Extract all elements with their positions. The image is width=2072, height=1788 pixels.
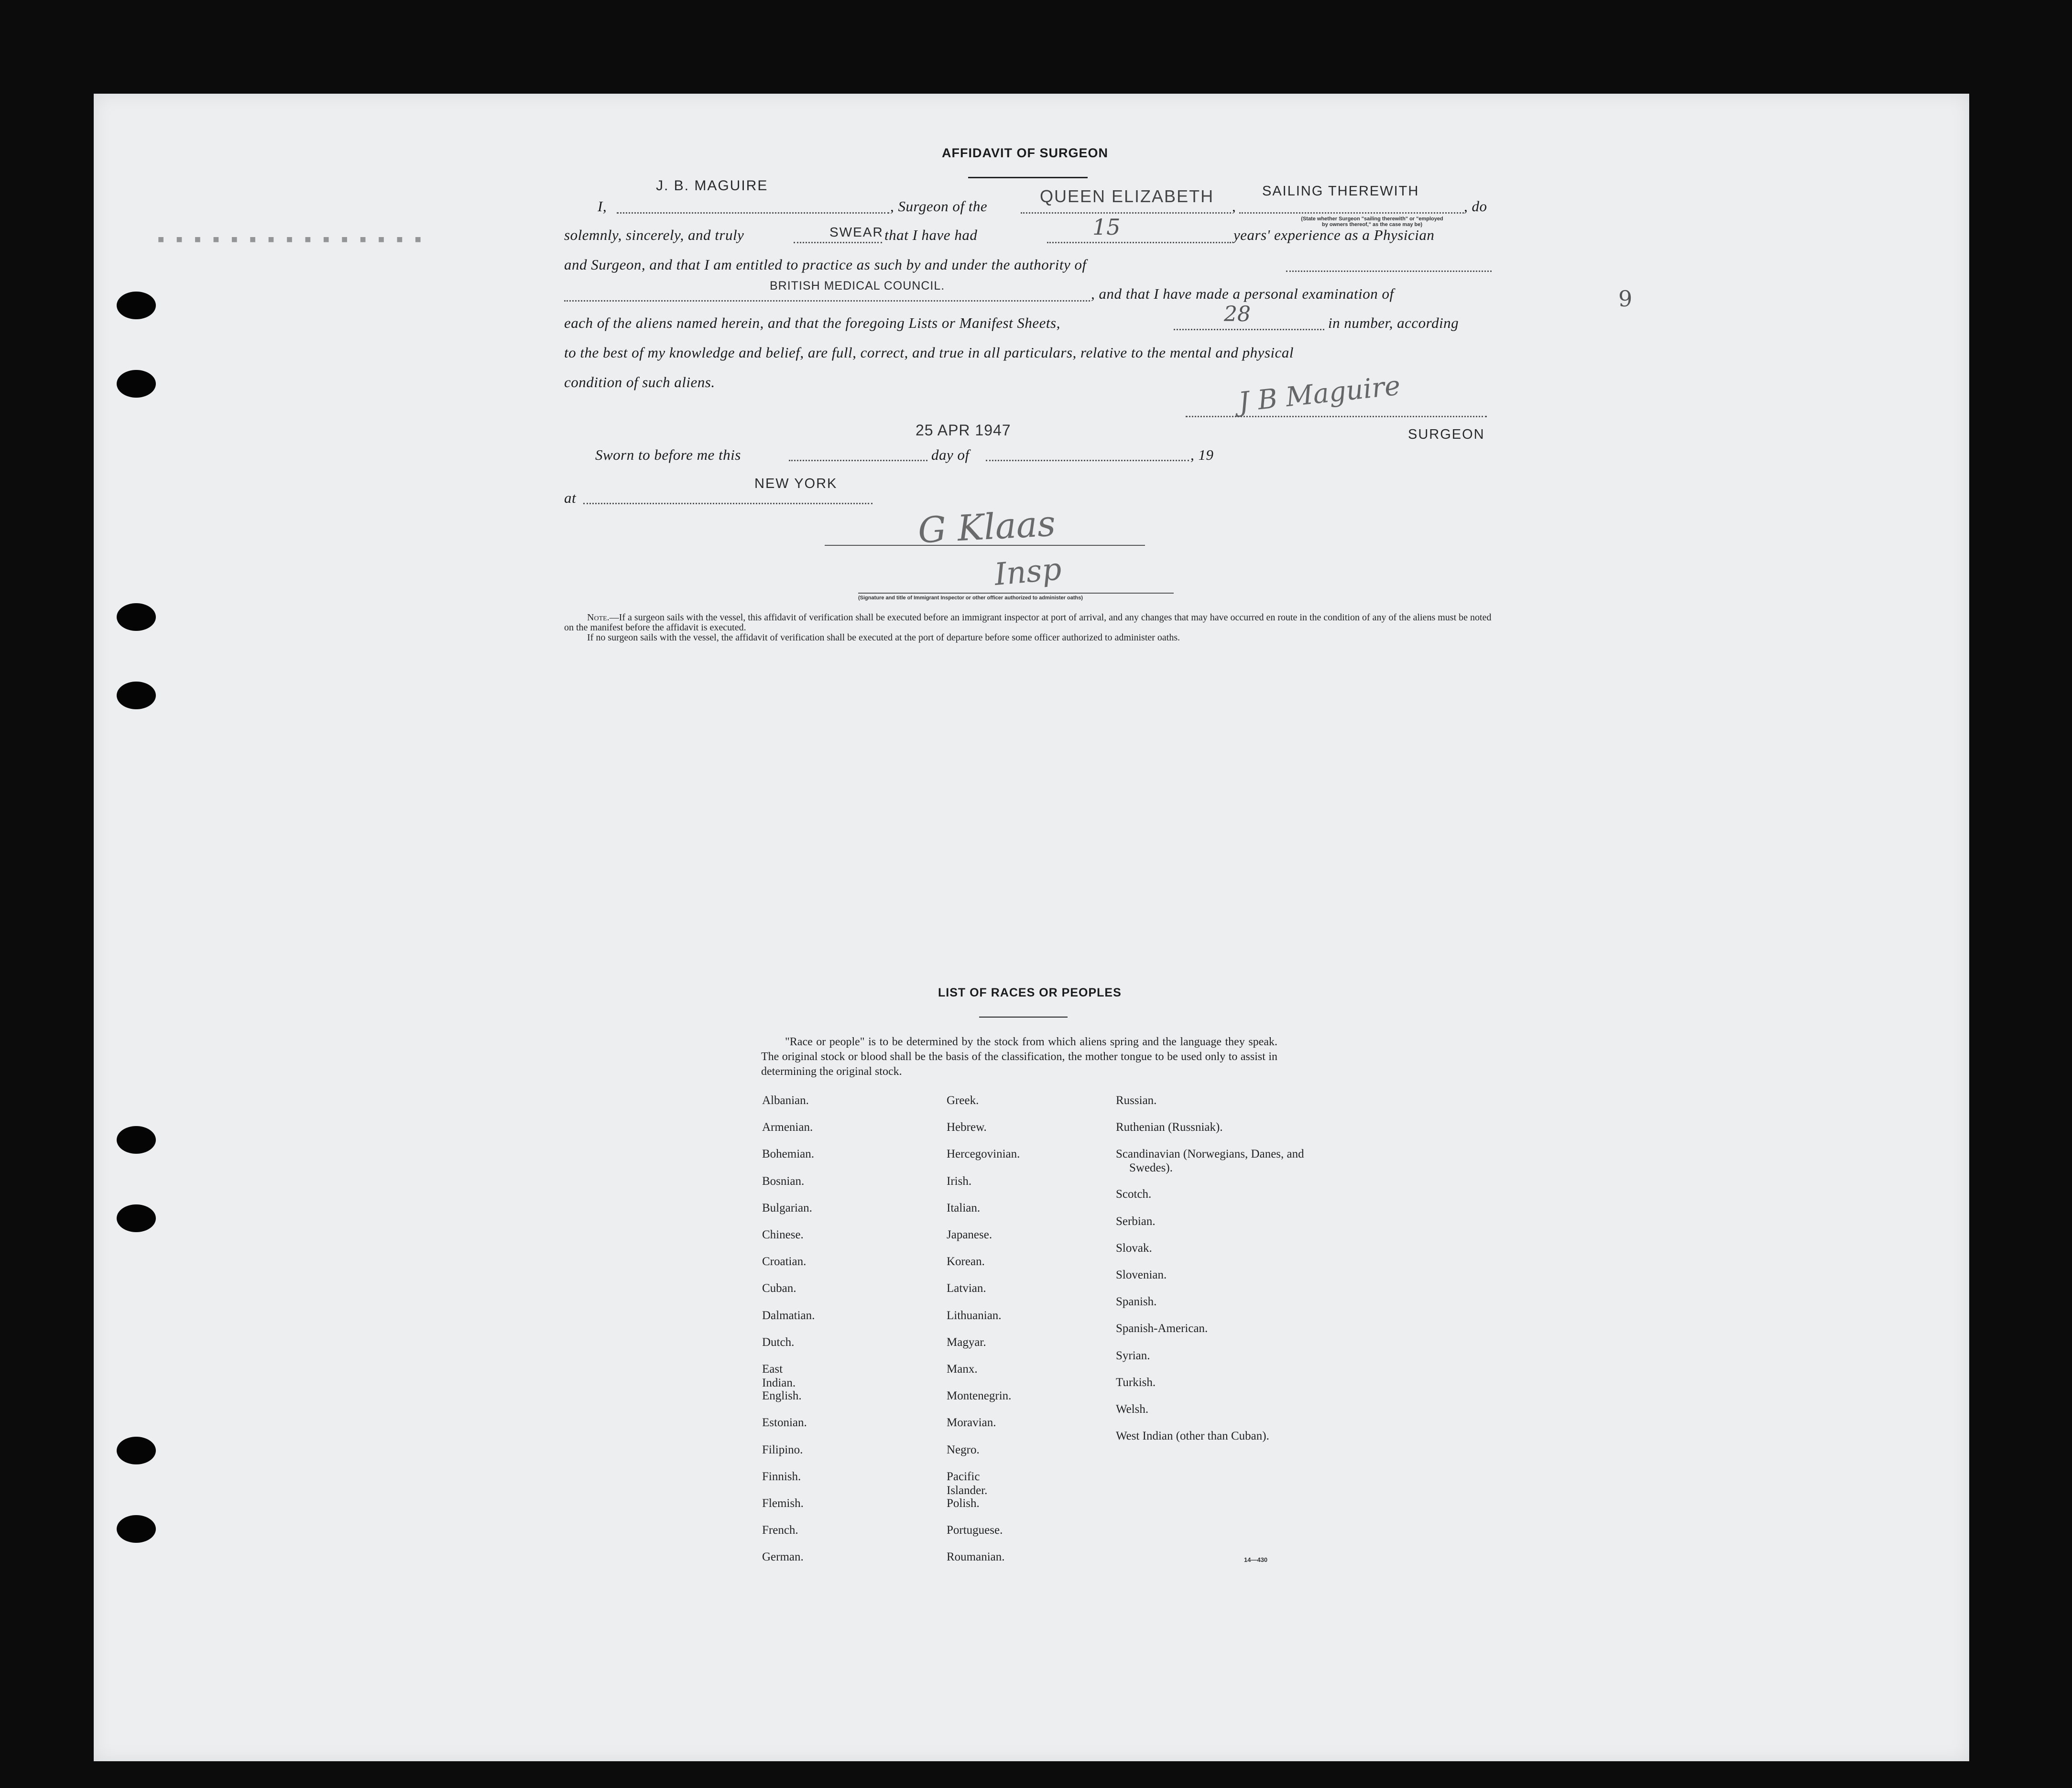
place-line [583,503,872,504]
inspector-title-line [858,593,1174,594]
oath-word-line [794,242,882,243]
races-intro: "Race or people" is to be determined by the stock from which aliens spring and the language they speak. The original stock or blood shall be the basis of the classification, the mother tongue to be used only to assist in determining the original stock. [761,1036,1277,1078]
bleed-through-marks: ■ ■ ■ ■ ■ ■ ■ ■ ■ ■ ■ ■ ■ ■ ■ [158,234,424,246]
inspector-caption: (Signature and title of Immigrant Inspector or other officer authorized to administer oaths) [858,595,1083,601]
race-list-item: Serbian. [1116,1214,1156,1228]
binder-hole [117,1437,156,1464]
sworn-date-stamp: 25 APR 1947 [916,422,1011,439]
line1-mid: , Surgeon of the [890,198,988,215]
race-list-item: Syrian. [1116,1349,1150,1362]
vessel-value: QUEEN ELIZABETH [1040,186,1214,206]
line1-prefix: I, [598,198,607,215]
line5-prefix: each of the aliens named herein, and that the foregoing Lists or Manifest Sheets, [564,314,1060,331]
sailing-status-value: SAILING THEREWITH [1262,184,1419,199]
race-list-item: Slovenian. [1116,1268,1167,1281]
line5-end: in number, according [1328,314,1459,331]
race-list-item: Scandinavian (Norwegians, Danes, and Swedes). [1116,1148,1304,1175]
races-title: LIST OF RACES OR PEOPLES [938,986,1122,999]
inspector-title-signature: Insp [993,552,1063,593]
note-label: Note. [587,612,610,623]
line3: and Surgeon, and that I am entitled to practice as such by and under the authority of [564,256,1087,273]
years-line [1047,242,1231,243]
line2-mid: that I have had [884,227,978,243]
sworn-day-line [789,460,927,461]
race-list-item: Spanish-American. [1116,1322,1208,1335]
title-underline [968,177,1088,178]
binder-hole [117,682,156,709]
surgeon-title: SURGEON [1408,427,1485,442]
line2-prefix: solemnly, sincerely, and truly [564,227,744,243]
race-list-item: Welsh. [1116,1403,1149,1416]
line1-comma: , [1232,198,1236,215]
race-list-item: West Indian (other than Cuban). [1116,1430,1269,1443]
race-list-item: Scotch. [1116,1188,1152,1201]
binder-hole [117,1515,156,1543]
binder-hole [117,370,156,398]
authority-line-b [564,300,1090,302]
years-value: 15 [1092,214,1121,240]
sworn-month-line [986,460,1189,461]
race-list-item: Russian. [1116,1094,1157,1107]
races-title-underline [979,1017,1068,1018]
note-text-1: —If a surgeon sails with the vessel, this affidavit of verification shall be executed before an immigrant inspector at port of arrival, and any changes that may have occurred en route in the condition of any of the aliens must be noted on the manifest before the affidavit is executed. [564,612,1492,633]
binder-hole [117,1126,156,1154]
line1-end: , do [1464,198,1487,215]
surgeon-signature-line [1186,416,1487,417]
authority-value: BRITISH MEDICAL COUNCIL. [770,279,945,293]
line6: to the best of my knowledge and belief, are full, correct, and true in all particulars, relative to the mental and physical [564,344,1294,361]
surgeon-name-line [617,212,889,214]
form-number: 14—430 [1244,1556,1268,1563]
at-label: at [564,489,577,506]
binder-hole [117,603,156,631]
race-list-item: Turkish. [1116,1376,1156,1389]
affidavit-title: AFFIDAVIT OF SURGEON [942,146,1108,160]
place-value: NEW YORK [754,476,838,491]
line4-end: , and that I have made a personal examination of [1091,285,1394,302]
note-block [564,613,1492,643]
sworn-end: , 19 [1190,446,1214,463]
line2-end: years' experience as a Physician [1233,227,1435,243]
sailing-status-caption: (State whether Surgeon "sailing therewith" or "employed by owners thereof," as the case may be) [1301,216,1443,228]
race-list-item: Slovak. [1116,1241,1152,1255]
sheet-count-value: 28 [1224,302,1251,326]
sworn-prefix: Sworn to before me this [595,446,741,463]
margin-number: 9 [1618,286,1633,312]
inspector-signature-line [825,545,1145,546]
inspector-signature: G Klaas [916,503,1057,552]
surgeon-signature: J B Maguire [1237,370,1402,418]
binder-hole [117,292,156,319]
authority-line-a [1286,271,1492,272]
line7: condition of such aliens. [564,374,715,390]
race-list-item: Spanish. [1116,1295,1157,1309]
sworn-mid: day of [931,446,970,463]
race-list-item: Ruthenian (Russniak). [1116,1121,1223,1134]
surgeon-name-value: J. B. MAGUIRE [656,178,768,194]
oath-word-value: SWEAR [829,225,883,239]
vessel-line [1021,212,1231,214]
binder-hole [117,1204,156,1232]
note-text-2: If no surgeon sails with the vessel, the affidavit of verification shall be executed at the port of departure before some officer authorized to administer oaths. [587,632,1180,643]
sailing-status-line [1239,212,1464,214]
sheet-count-line [1174,329,1324,330]
